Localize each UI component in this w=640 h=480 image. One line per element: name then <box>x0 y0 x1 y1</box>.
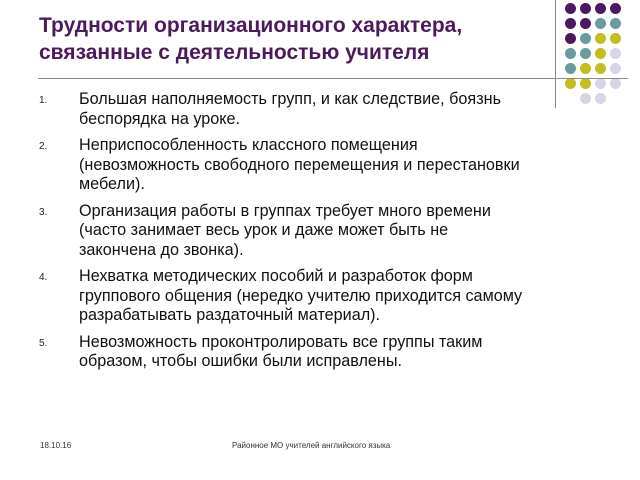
decorative-dot <box>595 3 606 14</box>
decorative-dot <box>595 48 606 59</box>
list-item <box>39 136 609 195</box>
decorative-dot <box>565 78 576 89</box>
decorative-dot <box>610 78 621 89</box>
decorative-dot <box>610 3 621 14</box>
item-number: 2. <box>39 141 48 152</box>
item-line: разрабатывать раздаточный материал). <box>79 306 381 324</box>
item-text <box>79 333 482 372</box>
item-line: Организация работы в группах требует много времени <box>79 201 491 220</box>
footer-date: 18.10.16 <box>40 441 72 450</box>
decorative-dot <box>565 33 576 44</box>
item-line: Большая наполняемость групп, и как следствие, боязнь <box>79 90 501 108</box>
decorative-dot <box>610 33 621 44</box>
item-text <box>79 267 522 326</box>
difficulty-list <box>39 90 609 379</box>
decorative-dot <box>565 63 576 74</box>
decorative-dot <box>565 18 576 29</box>
item-line: беспорядка на уроке. <box>79 109 241 128</box>
item-line: группового общения (нередко учителю приходится самому <box>79 286 523 305</box>
decorative-dot <box>610 48 621 59</box>
decorative-dot <box>595 18 606 29</box>
item-line: (часто занимает весь урок и даже может быть не <box>79 221 449 239</box>
item-number: 3. <box>39 206 48 218</box>
item-number: 5. <box>39 337 48 349</box>
decorative-dot <box>580 63 591 74</box>
horizontal-divider-line <box>38 78 628 79</box>
item-line: образом, чтобы ошибки были исправлены. <box>79 352 403 370</box>
decorative-dot <box>580 33 591 44</box>
decorative-dot <box>580 78 591 89</box>
list-item <box>39 333 609 372</box>
item-line: мебели). <box>79 175 145 193</box>
title-line-2: связанные с деятельностью учителя <box>39 41 430 64</box>
title-line-1: Трудности организационного характера, <box>39 14 463 37</box>
item-text <box>79 136 520 195</box>
decorative-dot <box>565 48 576 59</box>
list-item <box>39 267 609 326</box>
decorative-dot <box>610 18 621 29</box>
item-line: Нехватка методических пособий и разработок форм <box>79 267 473 285</box>
decorative-dot <box>610 63 621 74</box>
decorative-dot <box>595 63 606 74</box>
footer-text: Районное МО учителей английского языка <box>232 441 391 450</box>
decorative-dot <box>565 3 576 14</box>
item-line: Невозможность проконтролировать все группы таким <box>79 332 483 351</box>
item-text <box>79 202 491 261</box>
slide-title <box>39 12 559 66</box>
item-line: Неприспособленность классного помещения <box>79 136 418 154</box>
decorative-dot <box>580 18 591 29</box>
item-number: 1. <box>39 95 48 106</box>
list-item <box>39 202 609 261</box>
list-item <box>39 90 609 129</box>
item-number: 4. <box>39 272 48 283</box>
decorative-dot <box>580 48 591 59</box>
item-line: закончена до звонка). <box>79 240 244 259</box>
item-text <box>79 90 501 129</box>
decorative-dot <box>595 78 606 89</box>
decorative-dot <box>595 33 606 44</box>
item-line: (невозможность свободного перемещения и перестановки <box>79 155 520 174</box>
decorative-dot <box>580 3 591 14</box>
